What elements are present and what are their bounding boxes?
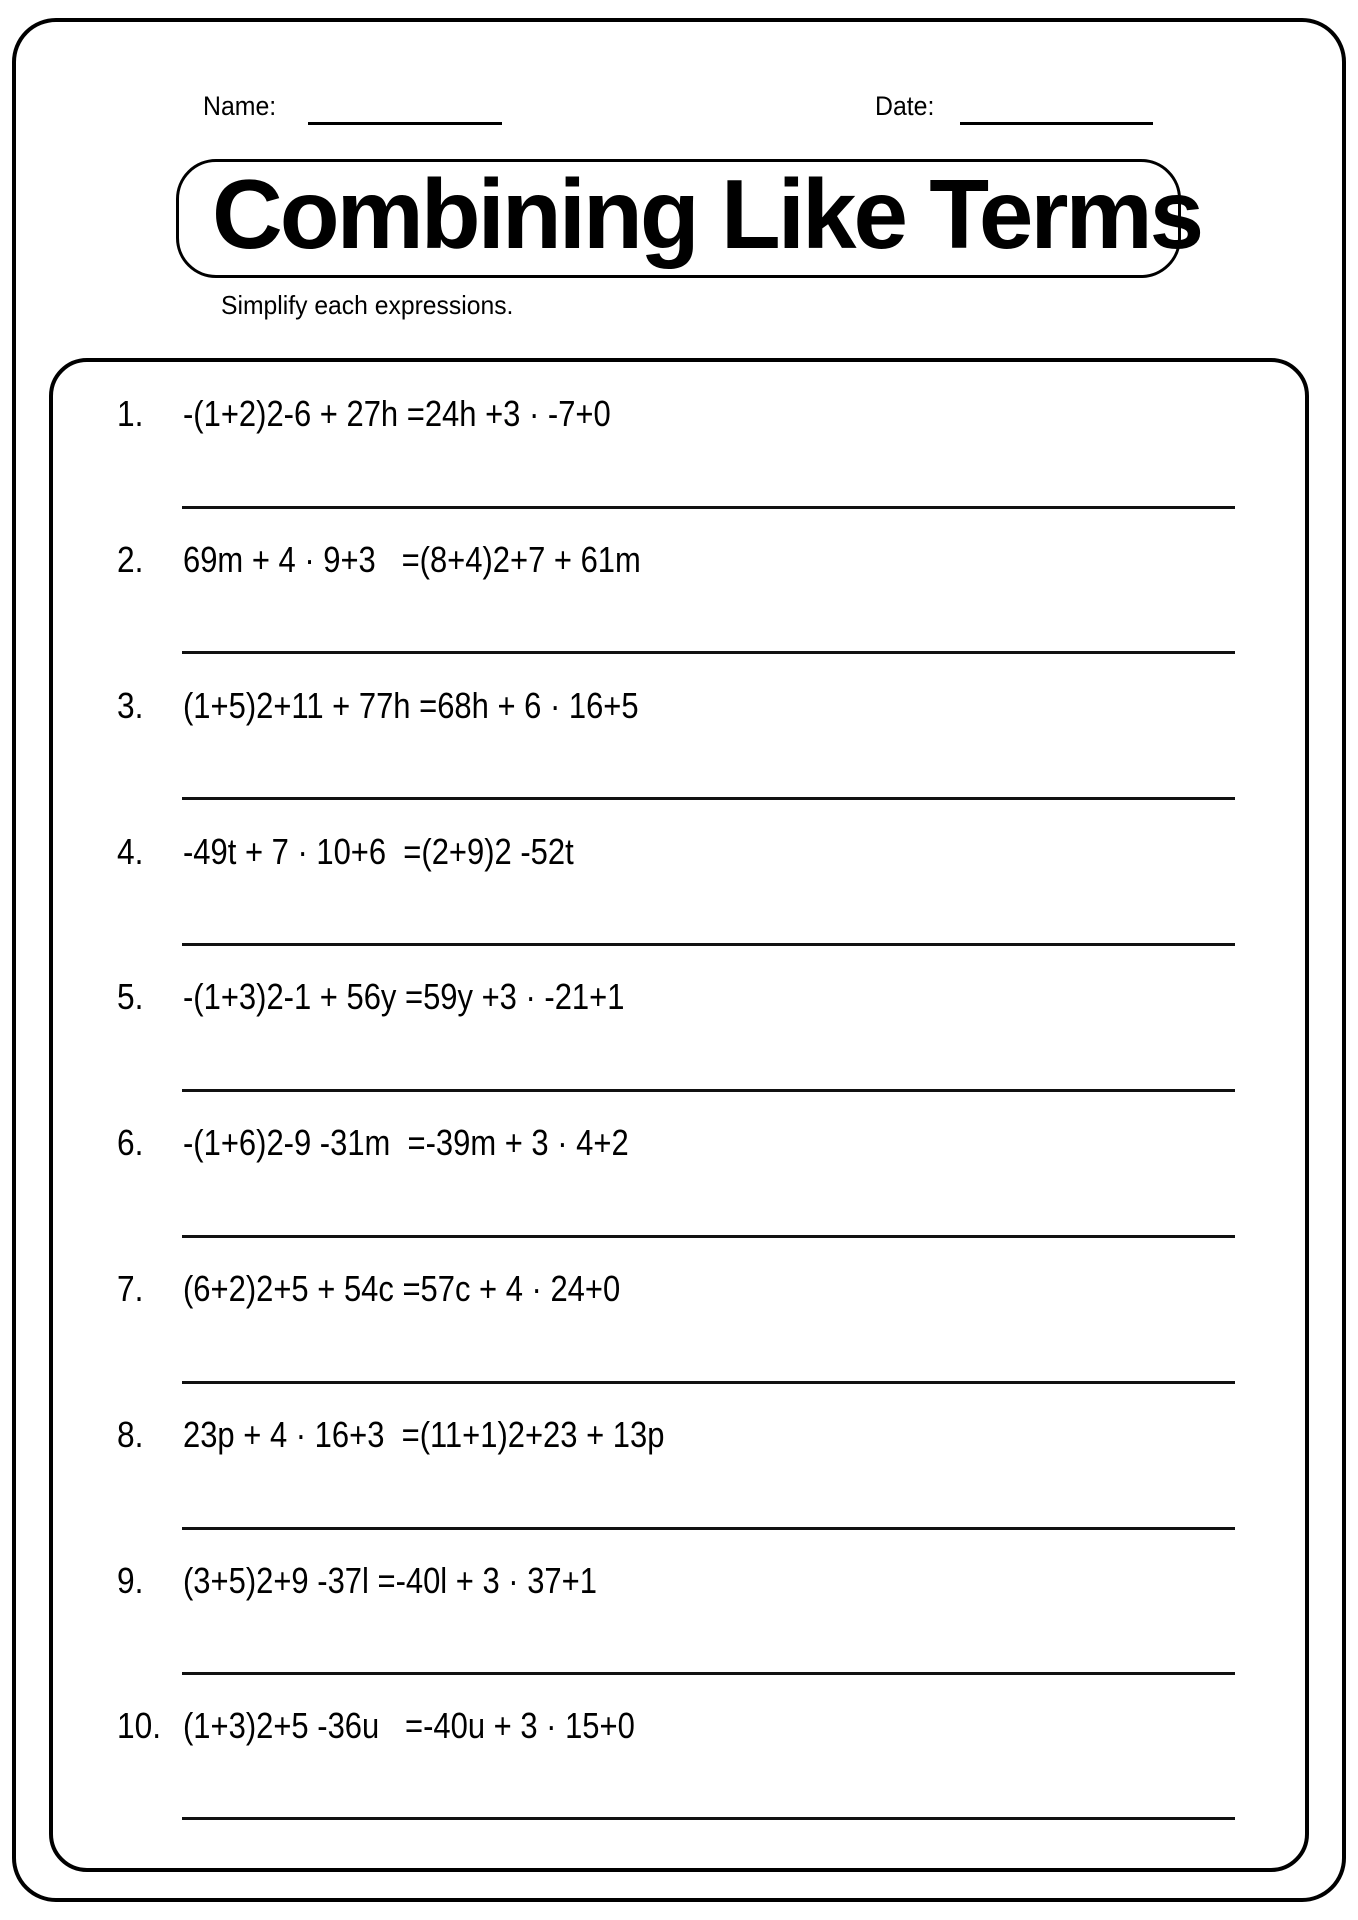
name-label: Name: xyxy=(203,91,277,121)
problem-number: 4. xyxy=(117,831,144,872)
answer-line[interactable] xyxy=(182,506,1235,509)
problem-number: 10. xyxy=(117,1705,162,1746)
answer-line[interactable] xyxy=(182,1817,1235,1820)
date-label: Date: xyxy=(875,91,935,121)
problem-expression: (6+2)2+5 + 54c =57c + 4 · 24+0 xyxy=(183,1268,621,1309)
problems-panel xyxy=(49,358,1309,1872)
name-field-line[interactable] xyxy=(308,122,502,125)
problem-number: 3. xyxy=(117,685,144,726)
problem-expression: -(1+3)2-1 + 56y =59y +3 · -21+1 xyxy=(183,976,625,1017)
answer-line[interactable] xyxy=(182,651,1235,654)
worksheet-title: Combining Like Terms xyxy=(212,159,1202,269)
answer-line[interactable] xyxy=(182,1089,1235,1092)
problem-number: 8. xyxy=(117,1414,144,1455)
date-field-line[interactable] xyxy=(960,122,1153,125)
problem-expression: (1+5)2+11 + 77h =68h + 6 · 16+5 xyxy=(183,685,639,726)
problem-number: 6. xyxy=(117,1122,144,1163)
problem-expression: -(1+2)2-6 + 27h =24h +3 · -7+0 xyxy=(183,393,611,434)
problem-expression: -(1+6)2-9 -31m =-39m + 3 · 4+2 xyxy=(183,1122,629,1163)
answer-line[interactable] xyxy=(182,1527,1235,1530)
problem-number: 1. xyxy=(117,393,144,434)
answer-line[interactable] xyxy=(182,797,1235,800)
problem-expression: (1+3)2+5 -36u =-40u + 3 · 15+0 xyxy=(183,1705,635,1746)
instructions: Simplify each expressions. xyxy=(221,290,514,320)
answer-line[interactable] xyxy=(182,1381,1235,1384)
problem-expression: 69m + 4 · 9+3 =(8+4)2+7 + 61m xyxy=(183,539,641,580)
answer-line[interactable] xyxy=(182,1672,1235,1675)
problem-number: 7. xyxy=(117,1268,144,1309)
problem-expression: -49t + 7 · 10+6 =(2+9)2 -52t xyxy=(183,831,574,872)
problem-expression: 23p + 4 · 16+3 =(11+1)2+23 + 13p xyxy=(183,1414,665,1455)
problem-number: 2. xyxy=(117,539,144,580)
problem-number: 9. xyxy=(117,1560,144,1601)
problem-expression: (3+5)2+9 -37l =-40l + 3 · 37+1 xyxy=(183,1560,597,1601)
answer-line[interactable] xyxy=(182,1235,1235,1238)
answer-line[interactable] xyxy=(182,943,1235,946)
problem-number: 5. xyxy=(117,976,144,1017)
